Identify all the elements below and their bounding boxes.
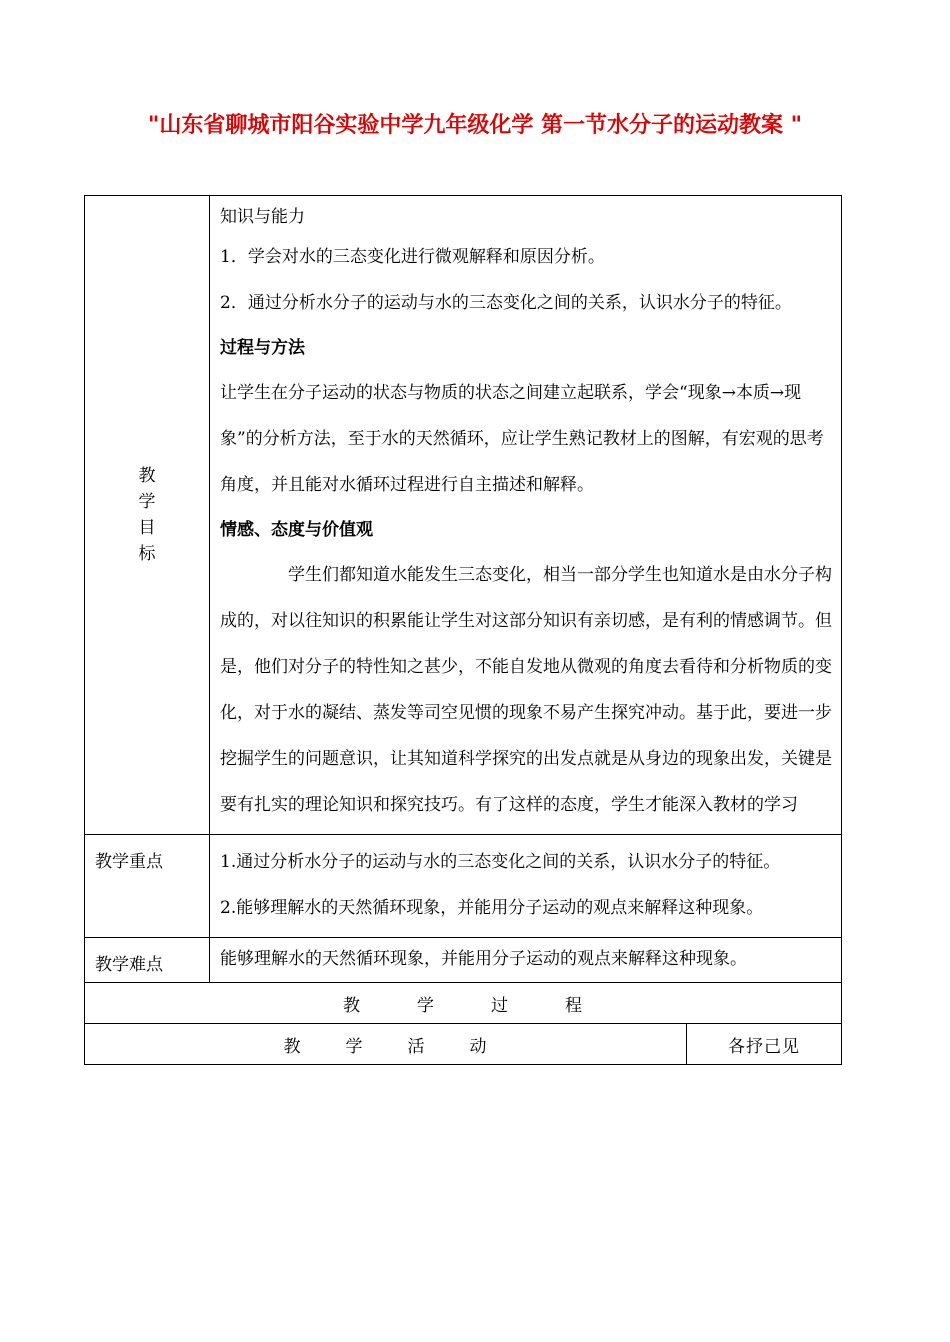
teaching-activity-header xyxy=(85,1024,687,1065)
document-title: "山东省聊城市阳谷实验中学九年级化学 第一节水分子的运动教案 " xyxy=(147,113,803,138)
process-header-char: 过 xyxy=(491,995,509,1016)
process-header-char: 程 xyxy=(565,995,583,1016)
process-text: 让学生在分子运动的状态与物质的状态之间建立起联系，学会“现象→本质→现象”的分析方法，至于水的天然循环，应让学生熟记教材上的图解，有宏观的思考角度，并且能对水循环过程进行自主描述和解释。 xyxy=(220,383,824,495)
key-points-content-cell xyxy=(210,835,842,938)
teaching-process-row xyxy=(85,983,842,1024)
attitude-heading: 情感、态度与价值观 xyxy=(220,520,373,540)
activity-header-char: 教 xyxy=(283,1036,302,1057)
difficult-points-row xyxy=(85,938,842,983)
teaching-process-header xyxy=(85,983,842,1024)
objectives-content-cell xyxy=(210,196,842,835)
process-heading: 过程与方法 xyxy=(220,338,305,358)
difficult-points-label: 教学难点 xyxy=(85,938,210,983)
objectives-label-char: 标 xyxy=(138,544,156,564)
knowledge-item-2: 2．通过分析水分子的运动与水的三态变化之间的关系，认识水分子的特征。 xyxy=(220,293,792,313)
key-point-1: 1.通过分析水分子的运动与水的三态变化之间的关系，认识水分子的特征。 xyxy=(220,852,781,872)
knowledge-heading: 知识与能力 xyxy=(220,207,305,227)
difficult-points-content-cell xyxy=(210,938,842,983)
objectives-label-char: 教 xyxy=(138,466,156,486)
process-header-char: 教 xyxy=(343,995,361,1016)
difficult-point-text: 能够理解水的天然循环现象，并能用分子运动的观点来解释这种现象。 xyxy=(220,949,747,969)
knowledge-item-1: 1．学会对水的三态变化进行微观解释和原因分析。 xyxy=(220,247,605,267)
objectives-label-char: 目 xyxy=(138,518,156,538)
objectives-row xyxy=(85,196,842,835)
key-point-2: 2.能够理解水的天然循环现象，并能用分子运动的观点来解释这种现象。 xyxy=(220,898,764,918)
opinions-header: 各抒己见 xyxy=(687,1024,842,1065)
activity-header-char: 学 xyxy=(345,1036,364,1057)
objectives-label-cell xyxy=(85,196,210,835)
key-points-label: 教学重点 xyxy=(85,835,210,938)
teaching-activity-row xyxy=(85,1024,842,1065)
attitude-text: 学生们都知道水能发生三态变化，相当一部分学生也知道水是由水分子构成的，对以往知识的积累能让学生对这部分知识有亲切感，是有利的情感调节。但是，他们对分子的特性知之甚少，不能自发地从微观的角度去看待和分析物质的变化，对于水的凝结、蒸发等司空见惯的现象不易产生探究冲动。基于此，要进一步挖掘学生的问题意识，让其知道科学探究的出发点就是从身边的现象出发，关键是要有扎实的理论知识和探究技巧。有了这样的态度，学生才能深入教材的学习 xyxy=(220,565,832,815)
activity-header-char: 活 xyxy=(407,1036,426,1057)
activity-header-char: 动 xyxy=(469,1036,488,1057)
objectives-label-char: 学 xyxy=(138,492,156,512)
process-header-char: 学 xyxy=(417,995,435,1016)
lesson-plan-table xyxy=(84,195,842,1065)
key-points-row xyxy=(85,835,842,938)
